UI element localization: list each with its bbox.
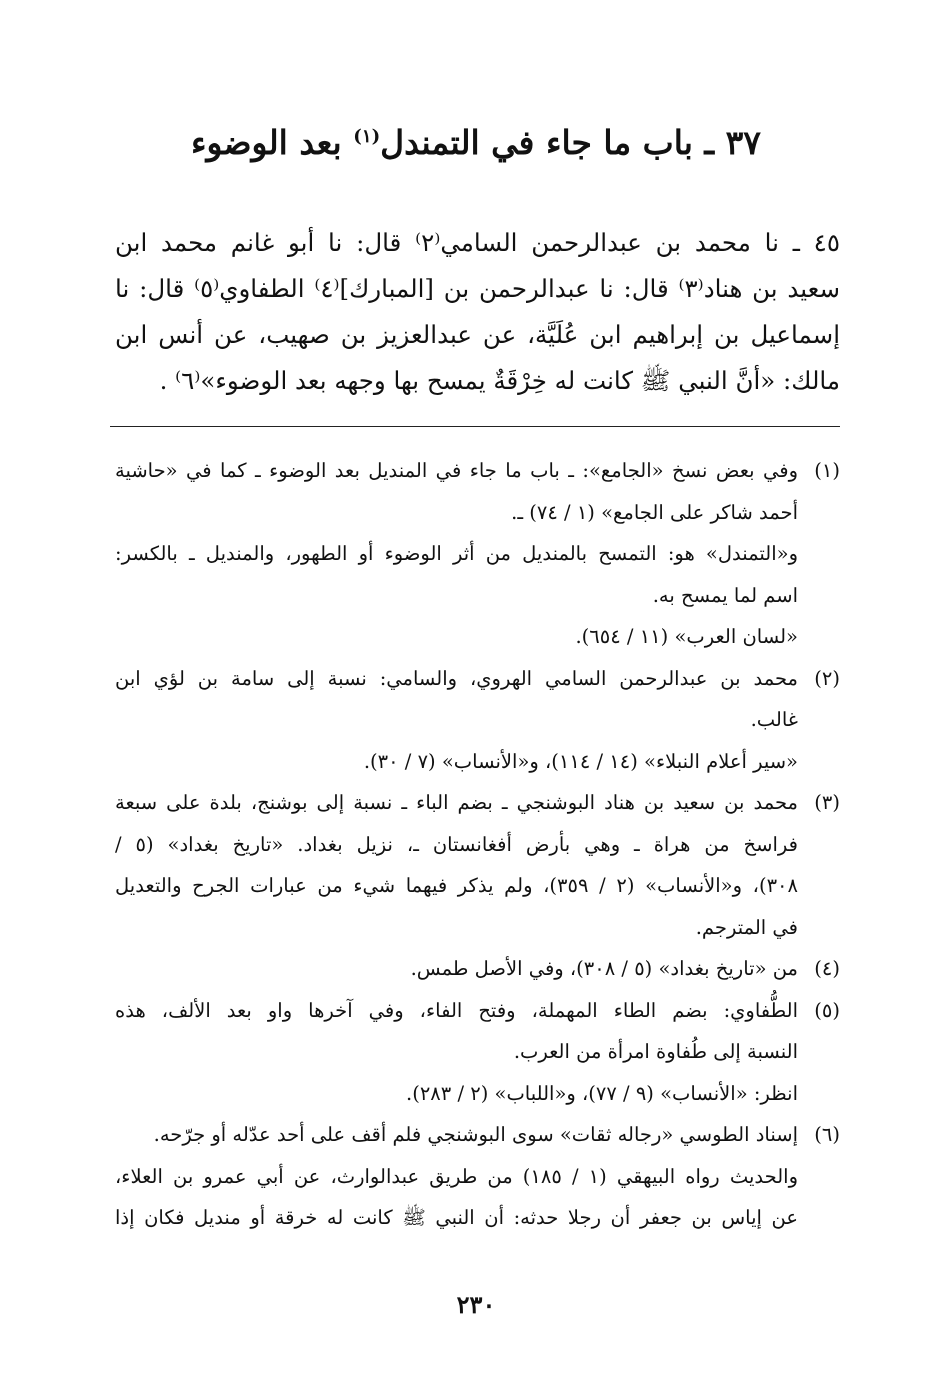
hadith-line: إسماعيل بن إبراهيم ابن عُلَيَّة، عن عبدالعزيز بن صهيب، عن أنس ابن <box>115 320 840 349</box>
footnote-line <box>115 741 840 783</box>
chapter-title-text: ٣٧ ـ باب ما جاء في التمندل <box>380 123 762 162</box>
footnote-line <box>115 1156 840 1198</box>
footnote-number: (٥) <box>814 998 840 1022</box>
page-number: ٢٣٠ <box>456 1290 496 1319</box>
footnote-line <box>115 616 840 658</box>
footnote-line <box>115 782 840 824</box>
hadith-line: مالك: «أنَّ النبي ﷺ كانت له خِرْقَةٌ يمسح بها وجهه بعد الوضوء»⁽٦⁾ . <box>159 366 840 395</box>
footnote-text: إسناد الطوسي «رجاله ثقات» سوى البوشنجي فلم أقف على أحد عدّله أو جرّحه. <box>153 1123 798 1146</box>
footnote-text: «لسان العرب» (١١ / ٦٥٤). <box>575 625 798 648</box>
footnote-number: (١) <box>814 459 840 482</box>
footnote-text: محمد بن سعيد بن هناد البوشنجي ـ بضم الباء ـ نسبة إلى بوشنج، بلدة على سبعة <box>115 791 798 814</box>
footnote-text: وفي بعض نسخ «الجامع»: ـ باب ما جاء في المنديل بعد الوضوء ـ كما في «حاشية <box>115 459 798 482</box>
footnote-number: (٢) <box>814 666 840 690</box>
footnote-text: الطُّفاوي: بضم الطاء المهملة، وفتح الفاء، وفي آخرها واو بعد الألف، هذه <box>115 998 798 1022</box>
chapter-title-suffix: بعد الوضوء <box>190 123 354 162</box>
footnote-line <box>115 948 840 990</box>
footnote-text: فراسخ من هراة ـ وهي بأرض أفغانستان ـ، نزيل بغداد. «تاريخ بغداد» (٥ / <box>115 832 798 856</box>
footnote-text: والحديث رواه البيهقي (١ / ١٨٥) من طريق عبدالوارث، عن أبي عمرو بن العلاء، <box>115 1164 799 1188</box>
hadith-line: ٤٥ ـ نا محمد بن عبدالرحمن السامي⁽٢⁾ قال: نا أبو غانم محمد ابن <box>115 228 840 257</box>
chapter-title <box>0 118 952 168</box>
footnote-line <box>115 450 840 492</box>
footnote-line <box>115 575 840 617</box>
footnote-line <box>115 865 840 907</box>
footnote-text: محمد بن عبدالرحمن السامي الهروي، والسامي: نسبة إلى سامة بن لؤي ابن <box>115 666 798 690</box>
footnote-text: عن إياس بن جعفر أن رجلا حدثه: أن النبي ﷺ كانت له خرقة أو منديل فكان إذا <box>115 1206 798 1229</box>
footnote-text: أحمد شاكر على الجامع» (١ / ٧٤) ـ. <box>511 500 798 524</box>
footnote-text: انظر: «الأنساب» (٩ / ٧٧)، و«اللباب» (٢ / ٢٨٣). <box>406 1081 798 1105</box>
footnote-text: النسبة إلى طُفاوة امرأة من العرب. <box>513 1040 798 1063</box>
footnote-number: (٣) <box>814 791 840 814</box>
footnote-line <box>115 1197 840 1239</box>
footnote-text: و«التمندل» هو: التمسح بالمنديل من أثر الوضوء أو الطهور، والمنديل ـ بالكسر: <box>115 542 798 565</box>
footnote-text: اسم لما يمسح به. <box>652 583 798 607</box>
footnote-text: ٣٠٨)، و«الأنساب» (٢ / ٣٥٩)، ولم يذكر فيهما شيء من عبارات الجرح والتعديل <box>115 874 798 897</box>
footnote-text: في المترجم. <box>695 915 798 939</box>
footnote-line <box>115 533 840 575</box>
hadith-text <box>115 220 840 404</box>
footnotes <box>115 450 840 1239</box>
footnote-number: (٦) <box>814 1123 840 1146</box>
hadith-line: سعيد بن هناد⁽٣⁾ قال: نا عبدالرحمن بن [المبارك]⁽٤⁾ الطفاوي⁽٥⁾ قال: نا <box>115 274 840 303</box>
footnote-text: من «تاريخ بغداد» (٥ / ٣٠٨)، وفي الأصل طمس. <box>410 957 798 980</box>
footnote-number: (٤) <box>814 957 840 980</box>
footnote-line <box>115 699 840 741</box>
footnote-line <box>115 907 840 949</box>
footnote-line <box>115 824 840 866</box>
footnote-separator <box>110 426 840 427</box>
footnote-ref-1: (١) <box>353 126 381 147</box>
footnote-line <box>115 658 840 700</box>
footnote-line <box>115 1031 840 1073</box>
footnote-line <box>115 990 840 1032</box>
footnote-text: غالب. <box>750 708 798 731</box>
footnote-line <box>115 1073 840 1115</box>
footnote-text: «سير أعلام النبلاء» (١٤ / ١١٤)، و«الأنساب» (٧ / ٣٠). <box>363 749 798 773</box>
footnote-line <box>115 1114 840 1156</box>
footnote-line <box>115 492 840 534</box>
